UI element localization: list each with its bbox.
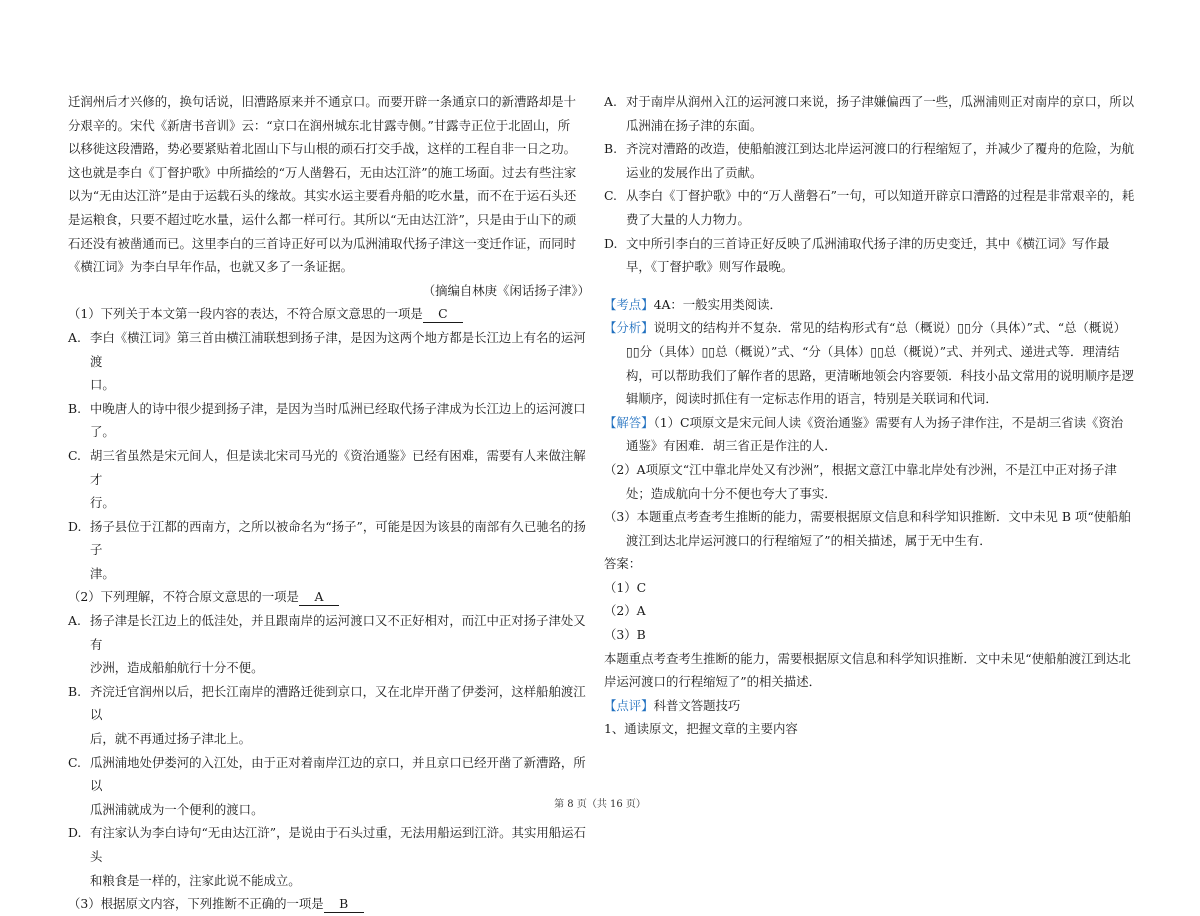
passage-line: 分艰辛的。宋代《新唐书音训》云：“京口在润州城东北甘露寺侧。”甘露寺正位于北固山，所 — [68, 117, 571, 133]
right-column — [604, 90, 1138, 741]
dianping-tag: 【点评】 — [604, 697, 654, 713]
fenxi-line: 构，可以帮助我们了解作者的思路，更清晰地领会内容要领．科技小品文常用的说明顺序是逻 — [626, 367, 1135, 383]
question-1-text: （1）下列关于本文第一段内容的表达，不符合原文意思的一项是 — [68, 306, 423, 322]
passage-line: 以移徙这段漕路，势必要紧贴着北固山下与山根的顽石打交手战，这样的工程自非一日之功。 — [68, 141, 577, 157]
jieda-line: 通鉴》有困难．胡三省正是作注的人． — [626, 438, 837, 454]
q3-option-c: C. 从李白《丁督护歌》中的“万人凿磐石”一句，可以知道开辟京口漕路的过程是非常艰辛的，耗 费了大量的人力物力。 — [604, 188, 1135, 227]
question-3-text: （3）根据原文内容，下列推断不正确的一项是 — [68, 896, 324, 912]
q3-option-d: D. 文中所引李白的三首诗正好反映了瓜洲浦取代扬子津的历史变迁，其中《横江词》写作最 早，《丁督护歌》则写作最晚。 — [604, 235, 1110, 275]
passage-line: 石还没有被凿通而已。这里李白的三首诗正好可以为瓜洲浦取代扬子津这一变迁作证，而同时 — [68, 235, 577, 251]
question-1 — [68, 302, 594, 326]
jieda-line: 处；造成航向十分不便也夸大了事实． — [626, 485, 837, 501]
jieda-line: （3）本题重点考查考生推断的能力，需要根据原文信息和科学知识推断．文中未见 B 项“使船舶 — [604, 509, 1131, 525]
answer-line: （1）C — [604, 579, 647, 595]
question-1-answer: C — [423, 306, 463, 323]
q2-option-d: D. 有注家认为李白诗句“无由达江浒”，是说由于石头过重，无法用船运到江浒。其实用船运石头 和粮食是一样的，注家此说不能成立。 — [68, 825, 586, 888]
q3-option-b: B. 齐浣对漕路的改造，使船舶渡江到达北岸运河渡口的行程缩短了，并减少了覆舟的危险，为航 运业的发展作出了贡献。 — [604, 141, 1135, 180]
dianping-text: 科普文答题技巧 — [653, 697, 741, 713]
passage-line: 迁润州后才兴修的，换句话说，旧漕路原来并不通京口。而要开辟一条通京口的新漕路却是十 — [68, 94, 577, 109]
source-citation: （摘编自林庚《闲话扬子津》） — [422, 282, 590, 298]
answer-line: （2）A — [604, 603, 646, 619]
q1-option-c: C. 胡三省虽然是宋元间人，但是读北宋司马光的《资治通鉴》已经有困难，需要有人来做注解才 行。 — [68, 447, 586, 511]
fenxi-text: 说明文的结构并不复杂．常见的结构形式有“总（概说）▯▯分（具体）”式、“总（概说） — [653, 320, 1127, 336]
summary-line: 本题重点考查考生推断的能力，需要根据原文信息和科学知识推断．文中未见“使船舶渡江到达北 — [604, 650, 1131, 666]
tip-line: 1、通读原文，把握文章的主要内容 — [604, 721, 798, 737]
passage-line: 这也就是李白《丁督护歌》中所描绘的“万人凿磐石，无由达江浒”的施工场面。过去有些注家 — [68, 164, 577, 180]
fenxi-line: ▯▯分（具体）▯▯总（概说）”式、“分（具体）▯▯总（概说）”式、并列式、递进式等．理清结 — [626, 343, 1120, 359]
question-3 — [68, 892, 594, 916]
question-3-answer: B — [324, 896, 364, 913]
question-2 — [68, 585, 594, 609]
kaodian-section — [604, 293, 1138, 317]
passage — [68, 90, 594, 279]
question-2-answer: A — [299, 589, 339, 606]
q1-option-a: A. 李白《横江词》第三首由横江浦联想到扬子津，是因为这两个地方都是长江边上有名的运河渡 口。 — [68, 329, 586, 393]
answer-title: 答案： — [604, 556, 642, 572]
kaodian-text: 4A：一般实用类阅读． — [653, 296, 782, 312]
answer-line: （3）B — [604, 627, 646, 643]
q2-option-a: A. 扬子津是长江边上的低洼处，并且跟南岸的运河渡口又不正好相对，而江中正对扬子津处又有 沙洲，造成船舶航行十分不便。 — [68, 613, 586, 676]
q1-option-b: B. 中晚唐人的诗中很少提到扬子津，是因为当时瓜洲已经取代扬子津成为长江边上的运河渡口 了。 — [68, 400, 586, 440]
q1-option-d: D. 扬子县位于江都的西南方，之所以被命名为“扬子”，可能是因为该县的南部有久已驰名的扬子 津。 — [68, 518, 586, 581]
fenxi-tag: 【分析】 — [604, 320, 654, 336]
q3-option-a: A. 对于南岸从润州入江的运河渡口来说，扬子津嫌偏西了一些，瓜洲浦则正对南岸的京口，所以 瓜洲浦在扬子津的东面。 — [604, 94, 1135, 133]
jieda-section — [604, 411, 1138, 553]
jieda-tag: 【解答】 — [604, 414, 654, 430]
passage-line: 是运粮食，只要不超过吃水量，运什么都一样可行。其所以“无由达江浒”，只是由于山下的顽 — [68, 211, 577, 227]
jieda-text: （1）C项原文是宋元间人读《资治通鉴》需要有人为扬子津作注，不是胡三省读《资治 — [653, 414, 1124, 430]
question-2-text: （2）下列理解，不符合原文意思的一项是 — [68, 589, 299, 605]
dianping-section — [604, 694, 1138, 718]
fenxi-section — [604, 316, 1138, 410]
passage-line: 《横江词》为李白早年作品，也就又多了一条证据。 — [68, 259, 353, 275]
kaodian-tag: 【考点】 — [604, 296, 654, 312]
jieda-line: （2）A项原文“江中靠北岸处又有沙洲”，根据文意江中靠北岸处有沙洲，不是江中正对扬子津 — [604, 461, 1117, 477]
passage-line: 以为“无由达江浒”是由于运载石头的缘故。其实水运主要看舟船的吃水量，而不在于运石头还 — [68, 188, 577, 204]
fenxi-line: 辑顺序，阅读时抓住有一定标志作用的语言，特别是关联词和代词． — [626, 391, 998, 407]
summary-line: 岸运河渡口的行程缩短了”的相关描述． — [604, 674, 821, 690]
left-column — [68, 90, 594, 916]
jieda-line: 渡江到达北岸运河渡口的行程缩短了”的相关描述，属于无中生有． — [626, 532, 992, 548]
page-footer: 第 8 页（共 16 页） — [554, 799, 646, 810]
q2-option-b: B. 齐浣迁官润州以后，把长江南岸的漕路迁徙到京口，又在北岸开凿了伊娄河，这样船舶渡江以 后，就不再通过扬子津北上。 — [68, 683, 586, 747]
q2-option-c: C. 瓜洲浦地处伊娄河的入江处，由于正对着南岸江边的京口，并且京口已经开凿了新漕路，所以 瓜洲浦就成为一个便利的渡口。 — [68, 754, 586, 817]
